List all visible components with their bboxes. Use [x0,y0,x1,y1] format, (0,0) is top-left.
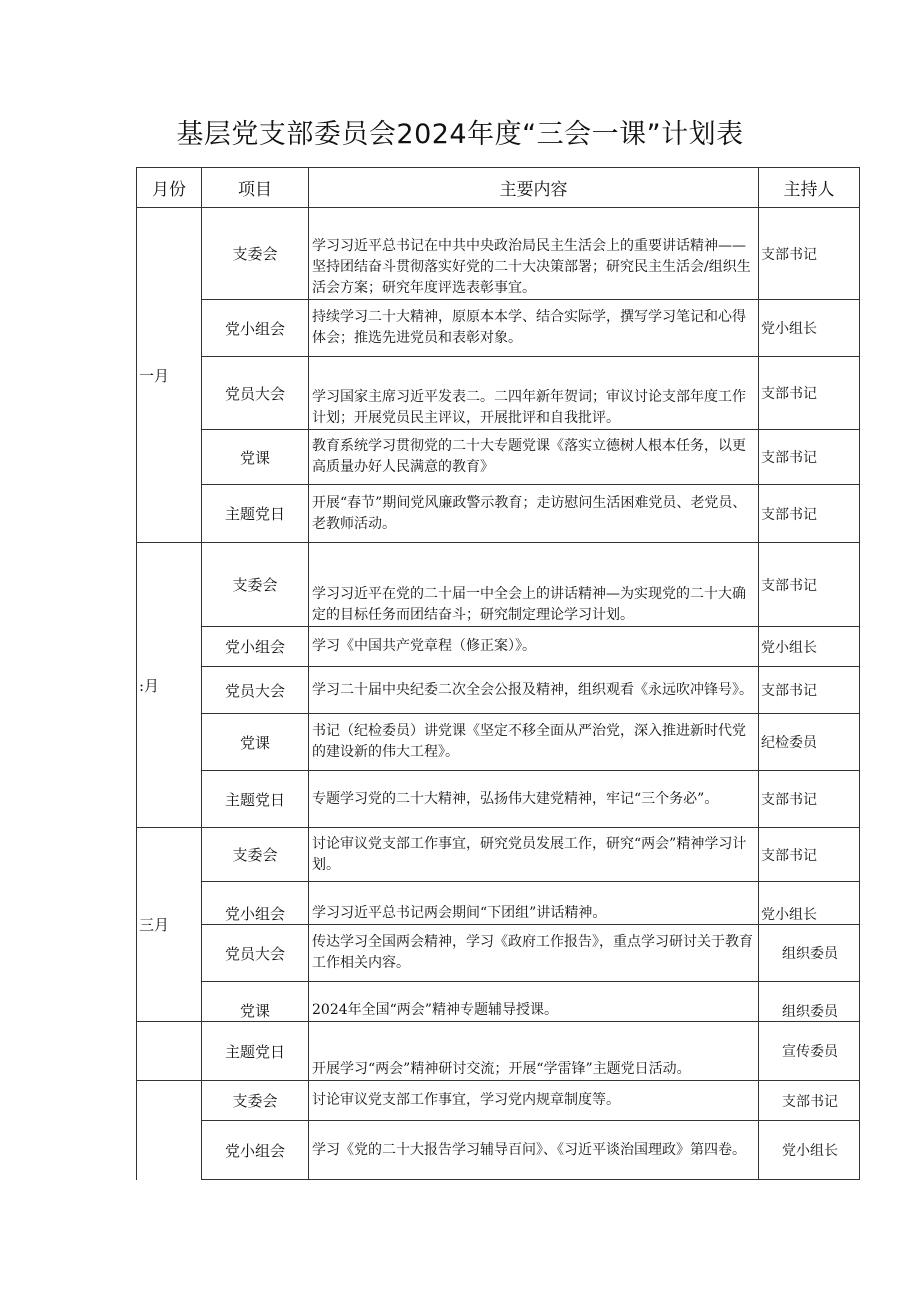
content-cell: 学习习近平总书记两会期间“下团组”讲话精神。 [309,882,759,925]
plan-table [136,167,860,1180]
content-cell: 传达学习全国两会精神，学习《政府工作报告》，重点学习研讨关于教育工作相关内容。 [309,925,759,982]
item-cell: 支委会 [202,208,309,300]
header-month: 月份 [137,168,202,208]
table-row [137,208,860,300]
item-cell: 支委会 [202,1081,309,1121]
table-row [137,828,860,882]
host-cell: 党小组长 [759,882,860,925]
item-cell: 党小组会 [202,1121,309,1180]
host-cell: 纪检委员 [759,714,860,771]
table-row [137,1121,860,1180]
host-cell: 支部书记 [759,430,860,485]
item-cell: 党课 [202,714,309,771]
table-row [137,300,860,357]
item-cell: 党课 [202,430,309,485]
content-cell: 讨论审议党支部工作事宜，学习党内规章制度等。 [309,1081,759,1121]
host-cell: 党小组长 [759,1121,860,1180]
table-row [137,430,860,485]
host-cell: 党小组长 [759,300,860,357]
host-cell: 支部书记 [759,208,860,300]
table-row [137,543,860,627]
month-cell: 三月 [137,828,202,1022]
item-cell: 主题党日 [202,485,309,543]
table-row [137,1022,860,1081]
host-cell: 支部书记 [759,357,860,430]
item-cell: 主题党日 [202,771,309,828]
item-cell: 党小组会 [202,300,309,357]
content-cell: 专题学习党的二十大精神，弘扬伟大建党精神，牢记“三个务必”。 [309,771,759,828]
item-cell: 支委会 [202,828,309,882]
host-cell: 宣传委员 [759,1022,860,1081]
host-cell: 支部书记 [759,771,860,828]
content-cell: 学习《中国共产党章程（修正案）》。 [309,627,759,667]
item-cell: 党员大会 [202,357,309,430]
item-cell: 党员大会 [202,925,309,982]
content-cell: 开展“春节”期间党风廉政警示教育；走访慰问生活困难党员、老党员、老教师活动。 [309,485,759,543]
content-cell: 书记（纪检委员）讲党课《坚定不移全面从严治党，深入推进新时代党的建设新的伟大工程》。 [309,714,759,771]
host-cell: 组织委员 [759,925,860,982]
header-content: 主要内容 [309,168,759,208]
header-host: 主持人 [759,168,860,208]
plan-table-body [137,208,860,1180]
header-row [137,168,860,208]
table-row [137,667,860,714]
table-row [137,982,860,1022]
host-cell: 党小组长 [759,627,860,667]
table-row [137,357,860,430]
document-title: 基层党支部委员会2024年度“三会一课”计划表 [176,119,744,150]
table-row [137,882,860,925]
month-cell [137,1022,202,1081]
table-row [137,925,860,982]
item-cell: 党课 [202,982,309,1022]
content-cell: 学习《党的二十大报告学习辅导百问》、《习近平谈治国理政》第四卷。 [309,1121,759,1180]
item-cell: 党小组会 [202,627,309,667]
host-cell: 支部书记 [759,485,860,543]
host-cell: 支部书记 [759,1081,860,1121]
content-cell: 学习二十届中央纪委二次全会公报及精神，组织观看《永远吹冲锋号》。 [309,667,759,714]
host-cell: 组织委员 [759,982,860,1022]
item-cell: 主题党日 [202,1022,309,1081]
content-cell: 教育系统学习贯彻党的二十大专题党课《落实立德树人根本任务，以更高质量办好人民满意的教育》 [309,430,759,485]
table-row [137,627,860,667]
table-row [137,485,860,543]
item-cell: 党员大会 [202,667,309,714]
table-row [137,1081,860,1121]
content-cell: 学习习近平在党的二十届一中全会上的讲话精神—为实现党的二十大确定的目标任务而团结奋斗；研究制定理论学习计划。 [309,543,759,627]
table-row [137,714,860,771]
month-cell [137,1081,202,1180]
content-cell: 学习习近平总书记在中共中央政治局民主生活会上的重要讲话精神——坚持团结奋斗贯彻落实好党的二十大决策部署；研究民主生活会/组织生活会方案；研究年度评选表彰事宜。 [309,208,759,300]
content-cell: 持续学习二十大精神，原原本本学、结合实际学，撰写学习笔记和心得体会；推选先进党员和表彰对象。 [309,300,759,357]
host-cell: 支部书记 [759,543,860,627]
host-cell: 支部书记 [759,828,860,882]
month-cell: 一月 [137,208,202,543]
month-cell: :月 [137,543,202,828]
content-cell: 开展学习“两会”精神研讨交流；开展“学雷锋”主题党日活动。 [309,1022,759,1081]
item-cell: 党小组会 [202,882,309,925]
content-cell: 学习国家主席习近平发表二。二四年新年贺词；审议讨论支部年度工作计划；开展党员民主评议，开展批评和自我批评。 [309,357,759,430]
content-cell: 讨论审议党支部工作事宜，研究党员发展工作，研究“两会”精神学习计划。 [309,828,759,882]
table-row [137,771,860,828]
item-cell: 支委会 [202,543,309,627]
header-item: 项目 [202,168,309,208]
host-cell: 支部书记 [759,667,860,714]
content-cell: 2024年全国“两会”精神专题辅导授课。 [309,982,759,1022]
